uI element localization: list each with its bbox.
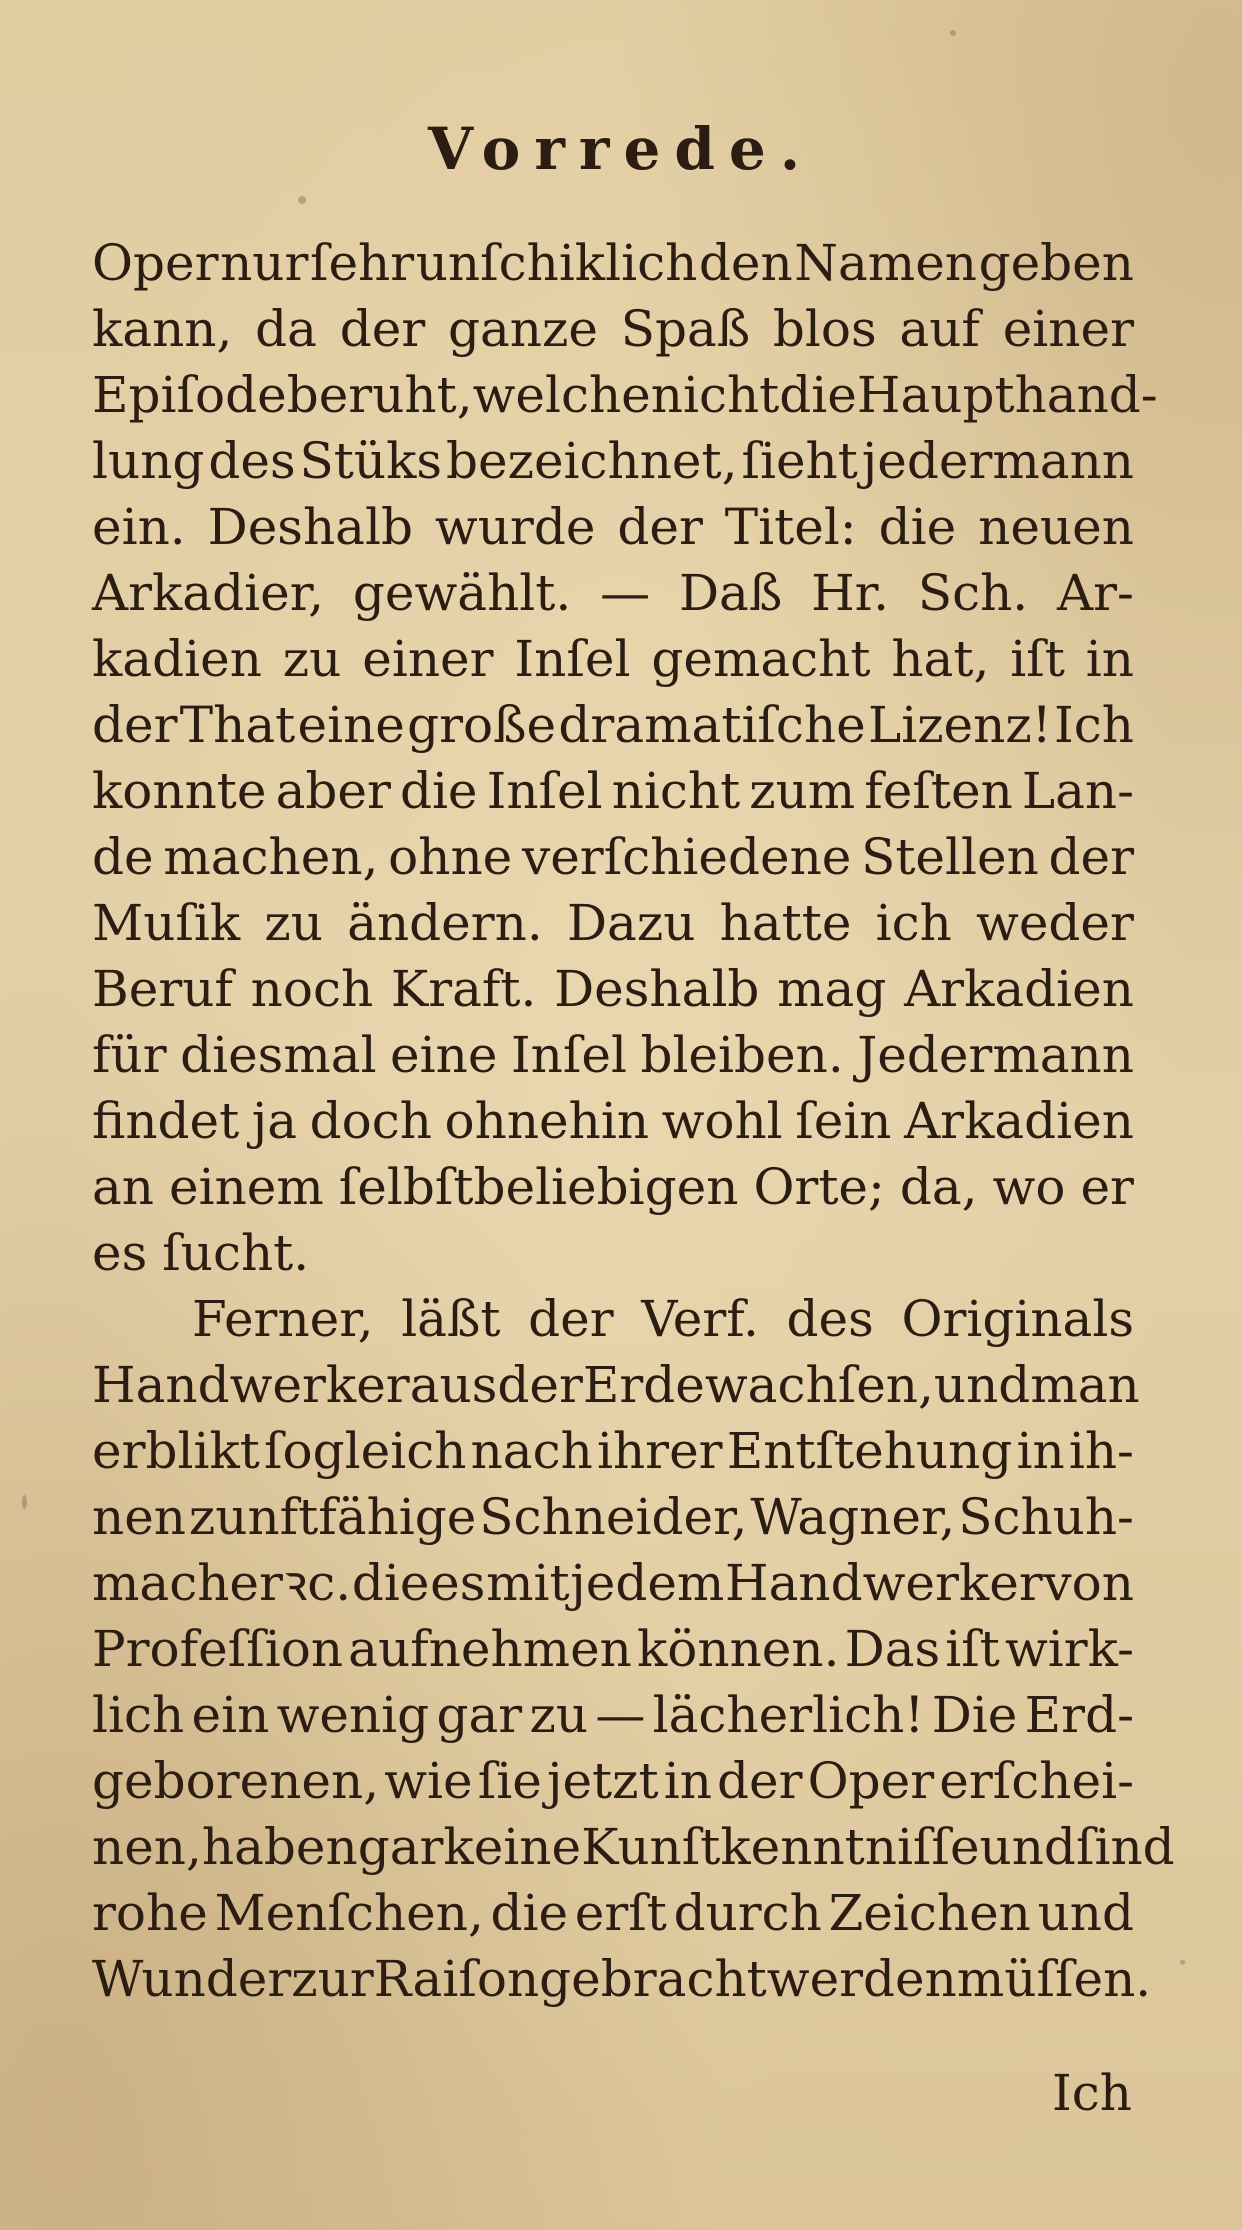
text-line: nen, haben gar keine Kunſtkenntniſſe und ſind xyxy=(92,1818,1175,1876)
text-line: Ferner, läßt der Verf. des Originals xyxy=(192,1290,1134,1348)
text-line: Muſik zu ändern. Dazu hatte ich weder xyxy=(92,894,1134,952)
text-line: de machen, ohne verſchiedene Stellen der xyxy=(92,828,1134,886)
text-line: für diesmal eine Inſel bleiben. Jedermann xyxy=(92,1026,1134,1084)
text-line: Wunder zur Raiſon gebracht werden müſſen. xyxy=(92,1950,1152,2008)
text-line: der That eine große dramatiſche Lizenz! Ich xyxy=(92,696,1134,754)
text-line: ein. Deshalb wurde der Titel: die neuen xyxy=(92,498,1134,556)
body-text xyxy=(92,230,1175,2012)
text-line: Arkadier, gewählt. — Daß Hr. Sch. Ar- xyxy=(92,564,1134,622)
text-line: lich ein wenig gar zu — lächerlich! Die Erd- xyxy=(92,1686,1134,1744)
ink-spot xyxy=(1180,1960,1185,1965)
text-line: Beruf noch Kraft. Deshalb mag Arkadien xyxy=(92,960,1134,1018)
running-header: Vorrede. xyxy=(427,115,815,183)
text-line: lung des Stüks bezeichnet, ſieht jedermann xyxy=(92,432,1134,490)
text-line: an einem ſelbſtbeliebigen Orte; da, wo er xyxy=(92,1158,1134,1216)
catchword: Ich xyxy=(1052,2064,1132,2122)
text-line: Oper nur ſehr unſchiklich den Namen geben xyxy=(92,234,1134,292)
text-line: es ſucht. xyxy=(92,1224,310,1282)
ink-spot xyxy=(22,1495,27,1509)
text-line: Profeſſion aufnehmen können. Das iſt wirk- xyxy=(92,1620,1134,1678)
text-line: geborenen, wie ſie jetzt in der Oper erſchei- xyxy=(92,1752,1134,1810)
ink-spot xyxy=(298,196,306,204)
text-line: findet ja doch ohnehin wohl ſein Arkadien xyxy=(92,1092,1134,1150)
text-line: nen zunftfähige Schneider, Wagner, Schuh- xyxy=(92,1488,1134,1546)
text-line: rohe Menſchen, die erſt durch Zeichen und xyxy=(92,1884,1134,1942)
text-line: Handwerker aus der Erde wachſen, und man xyxy=(92,1356,1140,1414)
text-line: Epiſode beruht, welche nicht die Haupthand- xyxy=(92,366,1158,424)
text-line: macher ꝛc. die es mit jedem Handwerker von xyxy=(92,1554,1134,1612)
text-line: erblikt ſogleich nach ihrer Entſtehung in ih- xyxy=(92,1422,1134,1480)
ink-spot xyxy=(950,30,956,36)
text-line: kann, da der ganze Spaß blos auf einer xyxy=(92,300,1134,358)
text-line: kadien zu einer Inſel gemacht hat, iſt in xyxy=(92,630,1134,688)
text-line: konnte aber die Inſel nicht zum feſten Lan- xyxy=(92,762,1134,820)
